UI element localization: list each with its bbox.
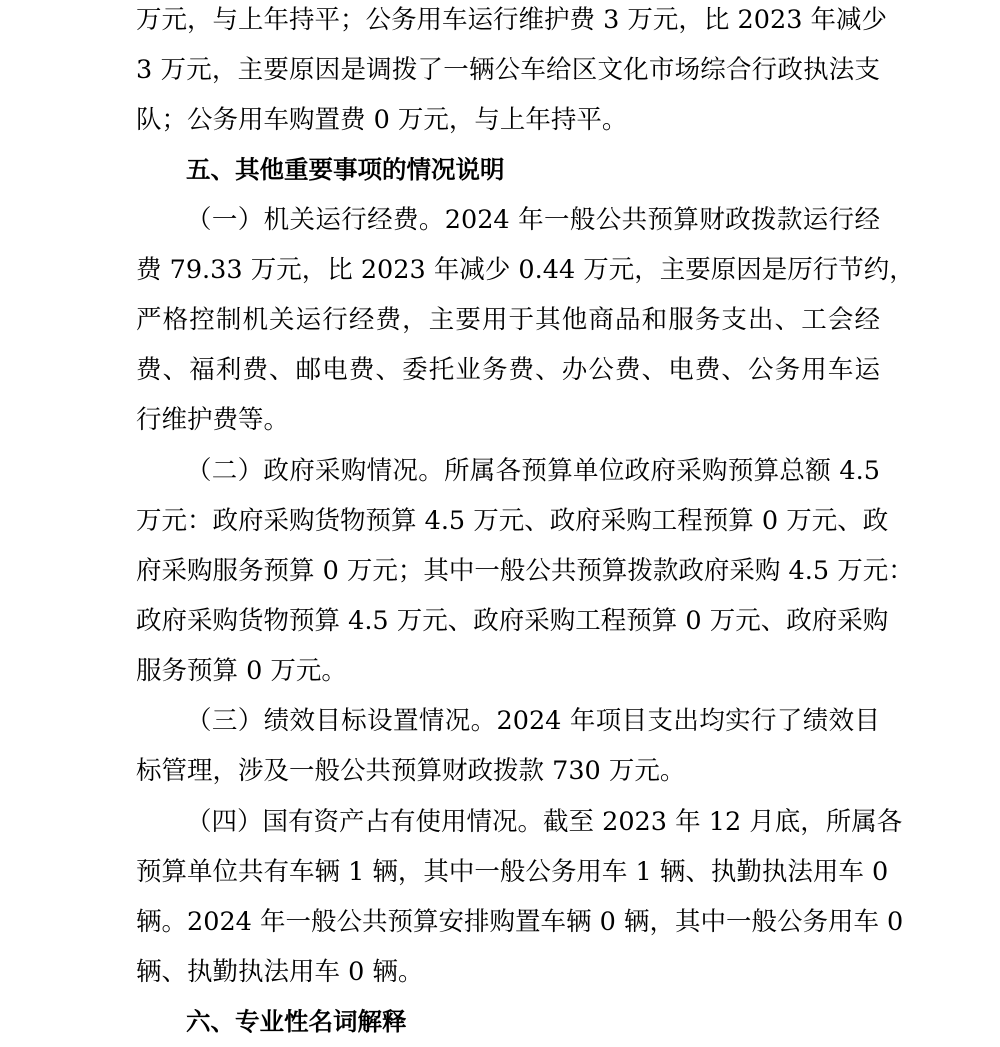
paragraph-first-line: （四）国有资产占有使用情况。截至 2023 年 12 月底，所属各 — [186, 807, 903, 837]
body-text-line: 标管理，涉及一般公共预算财政拨款 730 万元。 — [136, 756, 686, 786]
body-text-line: 3 万元，主要原因是调拨了一辆公车给区文化市场综合行政执法支 — [136, 55, 880, 85]
body-text-line: 费、福利费、邮电费、委托业务费、办公费、电费、公务用车运 — [136, 355, 880, 385]
body-text-line: 政府采购货物预算 4.5 万元、政府采购工程预算 0 万元、政府采购 — [136, 606, 889, 636]
section-heading: 五、其他重要事项的情况说明 — [186, 155, 505, 184]
section-heading: 六、专业性名词解释 — [186, 1007, 407, 1036]
paragraph-first-line: （一）机关运行经费。2024 年一般公共预算财政拨款运行经 — [186, 205, 880, 235]
body-text-line: 预算单位共有车辆 1 辆，其中一般公务用车 1 辆、执勤执法用车 0 — [136, 857, 889, 887]
body-text-line: 队；公务用车购置费 0 万元，与上年持平。 — [136, 105, 628, 135]
body-text-line: 万元，与上年持平；公务用车运行维护费 3 万元，比 2023 年减少 — [136, 5, 888, 35]
body-text-line: 万元：政府采购货物预算 4.5 万元、政府采购工程预算 0 万元、政 — [136, 506, 889, 536]
body-text-line: 府采购服务预算 0 万元；其中一般公共预算拨款政府采购 4.5 万元： — [136, 556, 914, 586]
body-text-line: 服务预算 0 万元。 — [136, 656, 347, 686]
body-text-line: 辆、执勤执法用车 0 辆。 — [136, 957, 424, 987]
paragraph-first-line: （三）绩效目标设置情况。2024 年项目支出均实行了绩效目 — [186, 706, 880, 736]
body-text-line: 辆。2024 年一般公共预算安排购置车辆 0 辆，其中一般公务用车 0 — [136, 907, 904, 937]
body-text-line: 严格控制机关运行经费，主要用于其他商品和服务支出、工会经 — [136, 305, 880, 335]
body-text-line: 费 79.33 万元，比 2023 年减少 0.44 万元，主要原因是厉行节约， — [136, 255, 915, 285]
paragraph-first-line: （二）政府采购情况。所属各预算单位政府采购预算总额 4.5 — [186, 456, 880, 486]
body-text-line: 行维护费等。 — [136, 405, 290, 435]
